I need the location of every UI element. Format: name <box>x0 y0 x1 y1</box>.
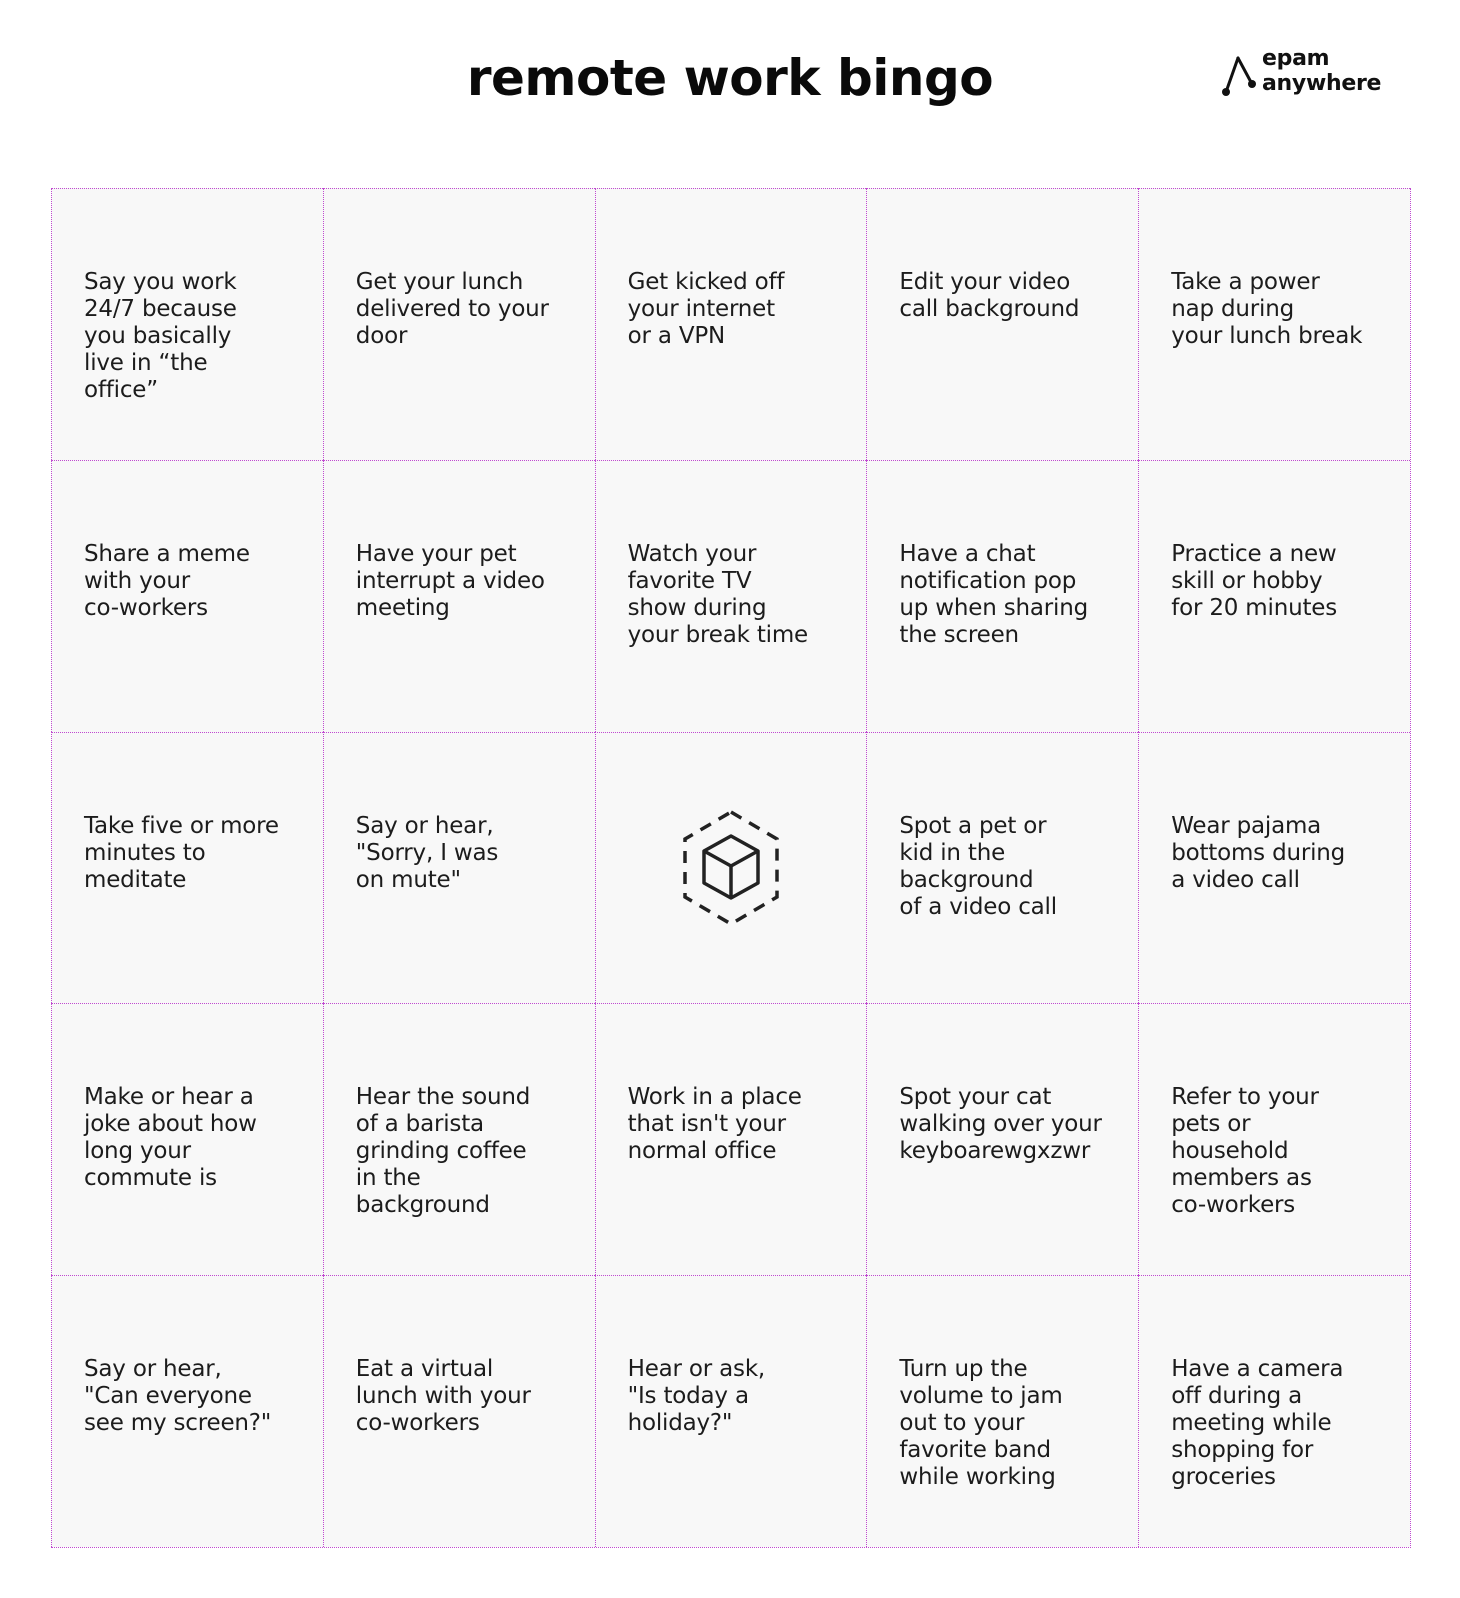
bingo-cell[interactable] <box>1138 188 1410 460</box>
bingo-cell-text: Watch your favorite TV show during your break time <box>627 540 809 648</box>
brand-name-line-2: anywhere <box>1262 71 1382 96</box>
bingo-cell[interactable] <box>595 460 867 732</box>
bingo-free-space[interactable] <box>595 732 867 1004</box>
bingo-cell[interactable] <box>866 732 1138 1004</box>
bingo-cell-text: Work in a place that isn't your normal office <box>627 1084 802 1165</box>
brand-logo <box>1222 44 1392 104</box>
cube-icon <box>676 808 786 928</box>
bingo-cell[interactable] <box>323 460 595 732</box>
bingo-cell[interactable] <box>866 188 1138 460</box>
bingo-cell-text: Refer to your pets or household members as co-workers <box>1171 1084 1319 1219</box>
bingo-cell-text: Eat a virtual lunch with your co-workers <box>355 1356 531 1437</box>
bingo-cell[interactable] <box>1138 732 1410 1004</box>
epam-anywhere-logo-icon <box>1222 50 1260 98</box>
bingo-cell-text: Spot a pet or kid in the background of a video call <box>899 812 1057 920</box>
bingo-cell-text: Have a camera off during a meeting while shopping for groceries <box>1171 1356 1344 1491</box>
bingo-cell[interactable] <box>51 460 323 732</box>
bingo-cell[interactable] <box>51 1275 323 1547</box>
bingo-cell-text: Say or hear, "Sorry, I was on mute" <box>355 812 499 893</box>
bingo-cell[interactable] <box>1138 460 1410 732</box>
bingo-cell[interactable] <box>595 1003 867 1275</box>
bingo-cell[interactable] <box>51 1003 323 1275</box>
bingo-cell-text: Get your lunch delivered to your door <box>355 269 549 349</box>
bingo-cell-text: Turn up the volume to jam out to your favorite band while working <box>899 1356 1063 1491</box>
bingo-cell-text: Take a power nap during your lunch break <box>1171 269 1363 349</box>
bingo-cell[interactable] <box>323 1003 595 1275</box>
bingo-cell-text: Share a meme with your co-workers <box>84 540 250 621</box>
bingo-cell-text: Practice a new skill or hobby for 20 minutes <box>1171 540 1338 621</box>
bingo-cell[interactable] <box>866 1003 1138 1275</box>
bingo-cell[interactable] <box>323 1275 595 1547</box>
bingo-cell-text: Wear pajama bottoms during a video call <box>1171 812 1346 893</box>
bingo-cell-text: Have a chat notification pop up when sharing the screen <box>899 540 1088 648</box>
bingo-cell-text: Have your pet interrupt a video meeting <box>355 540 545 621</box>
bingo-cell[interactable] <box>323 732 595 1004</box>
page-title: remote work bingo <box>466 49 994 107</box>
bingo-cell[interactable] <box>1138 1003 1410 1275</box>
bingo-cell[interactable] <box>51 732 323 1004</box>
bingo-cell-text: Get kicked off your internet or a VPN <box>627 269 785 349</box>
bingo-cell[interactable] <box>866 460 1138 732</box>
brand-name <box>1262 46 1381 96</box>
bingo-cell-text: Make or hear a joke about how long your commute is <box>84 1084 257 1192</box>
bingo-cell-text: Say you work 24/7 because you basically live in “the office” <box>84 269 237 403</box>
bingo-cell[interactable] <box>866 1275 1138 1547</box>
bingo-grid <box>51 188 1411 1548</box>
bingo-cell-text: Hear or ask, "Is today a holiday?" <box>627 1356 766 1437</box>
bingo-cell-text: Edit your video call background <box>899 269 1080 322</box>
bingo-cell[interactable] <box>595 188 867 460</box>
bingo-cell-text: Say or hear, "Can everyone see my screen?" <box>84 1356 272 1437</box>
bingo-cell[interactable] <box>51 188 323 460</box>
bingo-cell[interactable] <box>595 1275 867 1547</box>
bingo-cell-text: Spot your cat walking over your keyboarewgxzwr <box>899 1084 1102 1165</box>
bingo-cell[interactable] <box>323 188 595 460</box>
brand-name-line-1: epam <box>1262 46 1330 71</box>
bingo-cell-text: Hear the sound of a barista grinding coffee in the background <box>355 1084 531 1219</box>
bingo-cell-text: Take five or more minutes to meditate <box>84 812 279 893</box>
bingo-cell[interactable] <box>1138 1275 1410 1547</box>
